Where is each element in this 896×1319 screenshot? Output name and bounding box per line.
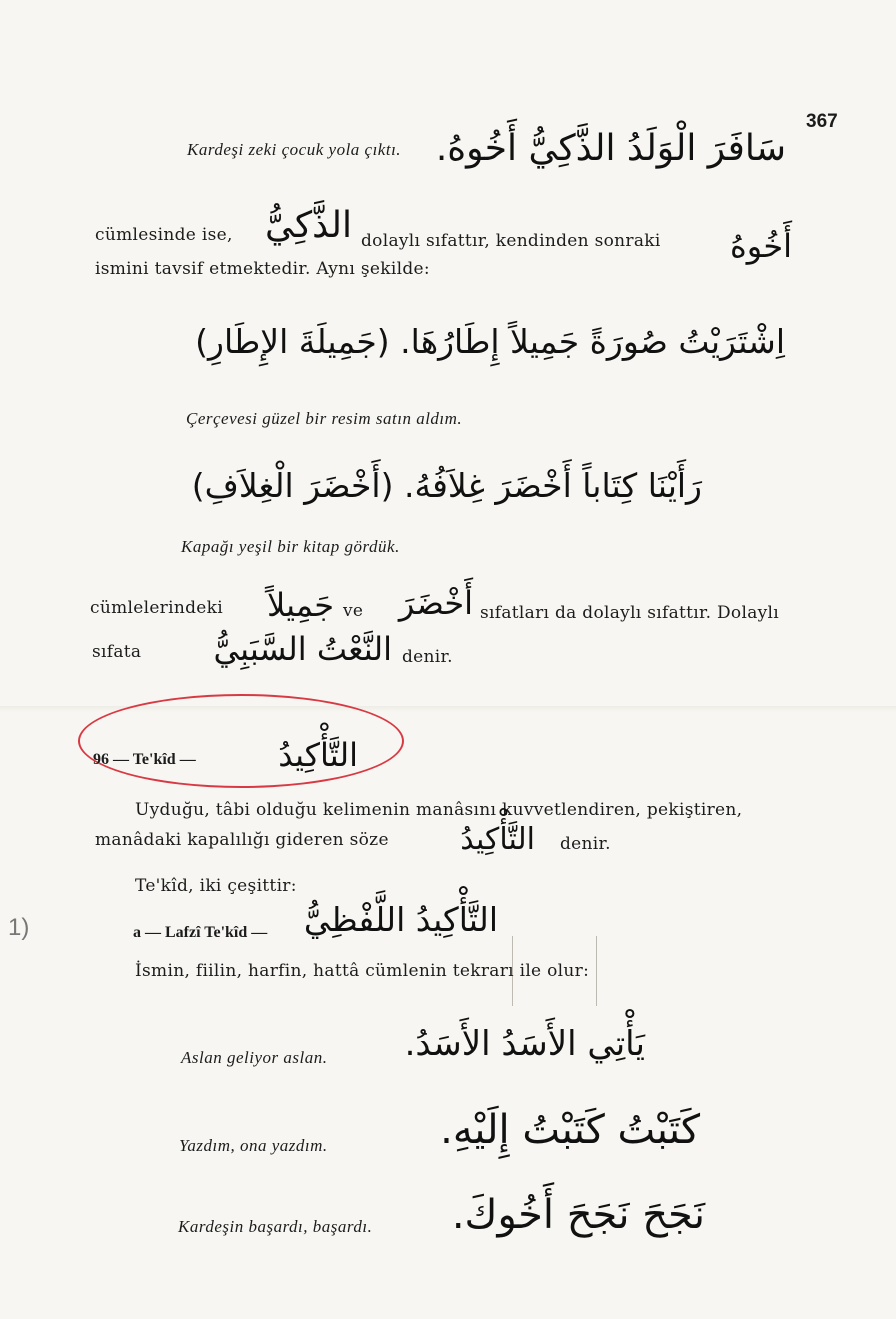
arabic-sentence: رَأَيْنَا كِتَاباً أَخْضَرَ غِلاَفُهُ. (أَخْضَرَ الْغِلاَفِ) xyxy=(191,466,702,505)
example-arabic: يَأْتِي الأَسَدُ الأَسَدُ. xyxy=(404,1024,645,1064)
arabic-word: أَخُوهُ xyxy=(730,227,792,265)
text-line: ve xyxy=(343,601,364,621)
text-line: cümlesinde ise, xyxy=(95,225,233,245)
text-line: denir. xyxy=(402,647,453,667)
example-arabic: كَتَبْتُ كَتَبْتُ إِلَيْهِ. xyxy=(440,1107,700,1153)
arabic-word: أَخْضَرَ xyxy=(398,584,473,622)
paragraph-line: manâdaki kapalılığı gideren söze xyxy=(95,830,389,850)
paragraph-line: denir. xyxy=(560,834,611,854)
arabic-term: التَّأْكِيدُ xyxy=(460,822,535,857)
text-line: ismini tavsif etmektedir. Aynı şekilde: xyxy=(95,259,430,279)
example-translation: Yazdım, ona yazdım. xyxy=(179,1136,328,1155)
subsection-heading-arabic: التَّأْكِيدُ اللَّفْظِيُّ xyxy=(303,900,498,939)
page-number: 367 xyxy=(806,111,838,132)
example-arabic: نَجَحَ نَجَحَ أَخُوكَ. xyxy=(451,1192,705,1238)
example-translation: Kardeşin başardı, başardı. xyxy=(178,1217,373,1236)
example-translation: Aslan geliyor aslan. xyxy=(181,1048,328,1067)
paragraph-line: Te'kîd, iki çeşittir: xyxy=(135,876,297,896)
paragraph-line: İsmin, fiilin, harfin, hattâ cümlenin tekrarı ile olur: xyxy=(135,961,590,981)
subsection-heading: a — Lafzî Te'kîd — xyxy=(133,924,268,941)
translation-line: Kapağı yeşil bir kitap gördük. xyxy=(181,537,400,556)
arabic-term: النَّعْتُ السَّبَبِيُّ xyxy=(213,630,392,668)
arabic-word: جَمِيلاً xyxy=(266,586,334,624)
arabic-word: الذَّكِيُّ xyxy=(264,205,352,246)
arabic-sentence: سَافَرَ الْوَلَدُ الذَّكِيُّ أَخُوهُ. xyxy=(435,128,786,169)
paragraph-line: Uyduğu, tâbi olduğu kelimenin manâsını kuvvetlendiren, pekiştiren, xyxy=(135,800,743,820)
section-heading-arabic: التَّأْكِيدُ xyxy=(278,736,358,774)
translation-line: Çerçevesi güzel bir resim satın aldım. xyxy=(186,409,463,428)
text-line: sıfata xyxy=(92,642,142,662)
text-line: sıfatları da dolaylı sıfattır. Dolaylı xyxy=(480,603,780,623)
section-heading: 96 — Te'kîd — xyxy=(93,751,196,768)
text-line: dolaylı sıfattır, kendinden sonraki xyxy=(361,231,661,251)
text-line: cümlelerindeki xyxy=(90,598,223,618)
paper-crease xyxy=(596,936,597,1006)
translation-line: Kardeşi zeki çocuk yola çıktı. xyxy=(187,140,402,159)
arabic-sentence: اِشْتَرَيْتُ صُورَةً جَمِيلاً إِطَارُهَا. (جَمِيلَةَ الإِطَارِ) xyxy=(195,322,785,361)
margin-note: 1) xyxy=(8,914,30,941)
